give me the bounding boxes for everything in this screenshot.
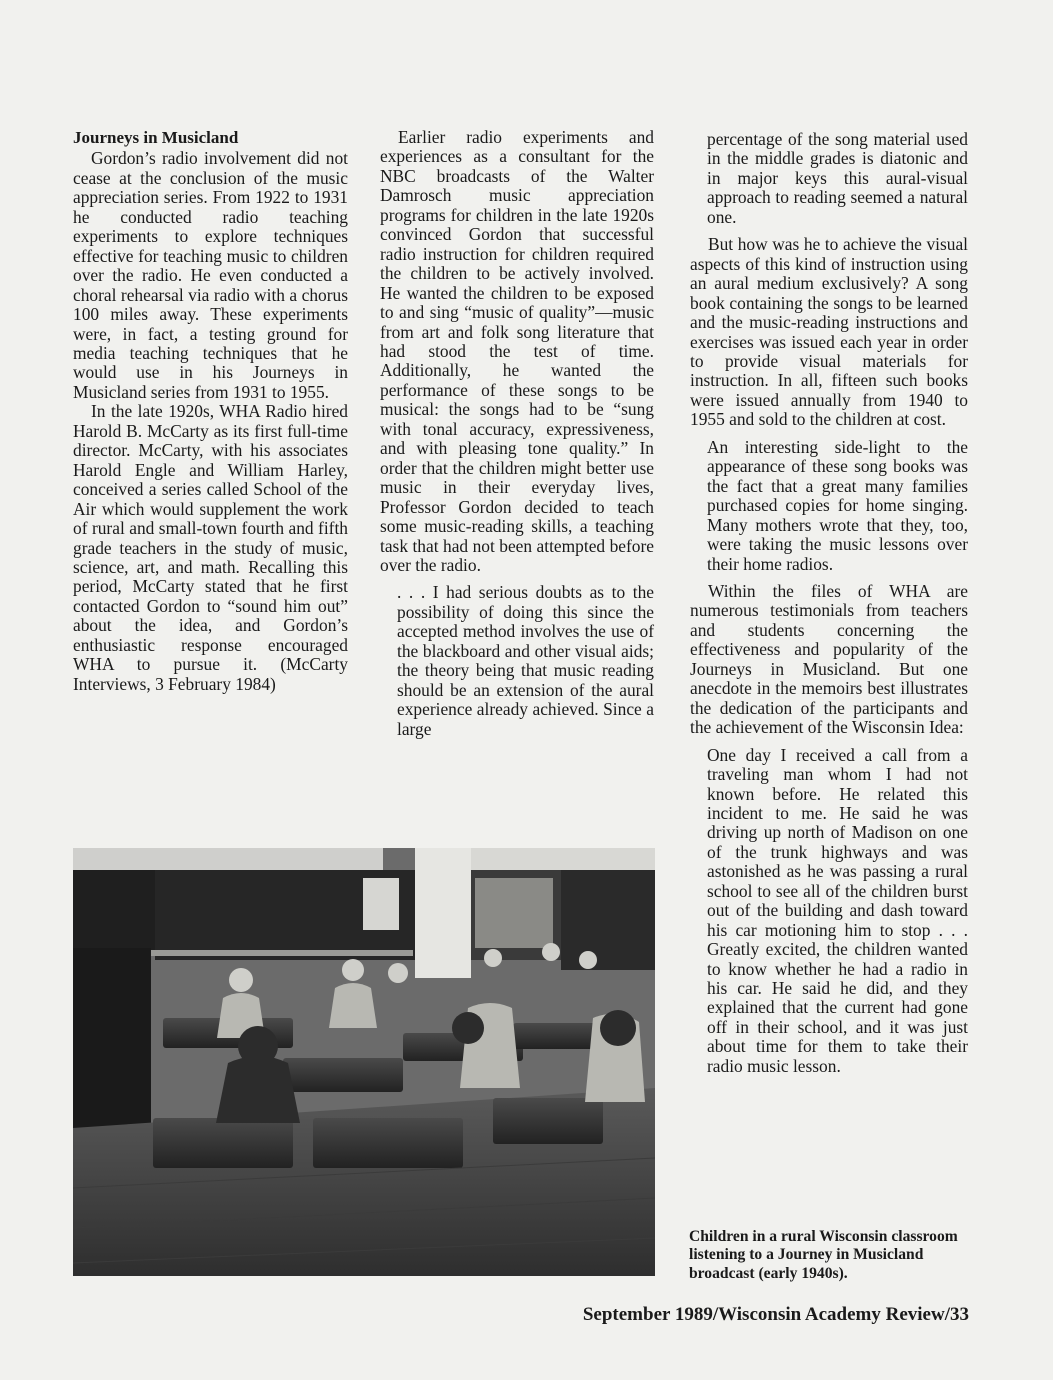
block-quote: [707, 746, 968, 1077]
page-footer: September 1989/Wisconsin Academy Review/33: [582, 1304, 969, 1325]
block-quote: [397, 583, 654, 739]
paragraph: Earlier radio experiments and experiences as a consultant for the NBC broadcasts of the Walter Damrosch music appreciation programs for children in the late 1920s convinced Gordon that successful radio instruction for children required the children to be actively involved. He wanted the children to be exposed to and sing “music of quality”—music from art and folk song literature that had stood the test of time. Additionally, he wanted the performance of these songs to be musical: the songs had to be “sung with tonal accuracy, expressiveness, and with pleasing tone quality.” In order that the children might better use music in their everyday lives, Professor Gordon decided to teach some music-reading skills, a teaching task that had not been attempted before over the radio.: [380, 127, 654, 575]
section-heading: Journeys in Musicland: [73, 128, 239, 147]
text-column-2: [380, 128, 654, 739]
paragraph: Within the files of WHA are numerous testimonials from teachers and students concerning the effectiveness and popularity of the Journeys in Musicland. But one anecdote in the memoirs best illustrates the dedication of the participants and the achievement of the Wisconsin Idea:: [690, 580, 968, 738]
classroom-photo: [73, 848, 655, 1276]
paragraph: Gordon’s radio involvement did not cease at the conclusion of the music appreciation series. From 1922 to 1931 he conducted radio teaching experiments to explore techniques effective for teaching music to children over the radio. He even conducted a choral rehearsal via radio with a chorus 100 miles away. These experiments were, in fact, a testing ground for media teaching techniques that he would use in his Journeys in Musicland series from 1931 to 1955.: [73, 148, 348, 402]
quote-text: percentage of the song material used in the middle grades is diatonic and in major keys this aural-visual approach to reading seemed a natural one.: [707, 129, 968, 227]
text-column-3: [690, 130, 968, 1076]
classroom-photo-illustration: [73, 848, 655, 1276]
quote-text: One day I received a call from a traveling man whom I had not known before. He related this incident to me. He said he was driving up north of Madison on one of the trunk highways and was astonished as he was passing a rural school to see all of the children burst out of the building and dash toward his car motioning him to stop . . . Greatly excited, the children wanted to know whether he had a radio in his car. He said he did, and they explained that the current had gone off in their school, and it was just about time for them to take their radio music lesson.: [707, 744, 968, 1076]
quote-text: An interesting side-light to the appearance of these song books was the fact that a great many families purchased copies for home singing. Many mothers wrote that they, too, were taking the music lessons over their home radios.: [707, 436, 968, 574]
photo-caption: Children in a rural Wisconsin classroom listening to a Journey in Musicland broadcast (early 1940s).: [689, 1228, 958, 1282]
quote-text: . . . I had serious doubts as to the possibility of doing this since the accepted method involves the use of the blackboard and other visual aids; the theory being that music reading should be an extension of the aural experience already achieved. Since a large: [397, 582, 654, 739]
block-quote: [707, 438, 968, 574]
paragraph: In the late 1920s, WHA Radio hired Harold B. McCarty as its first full-time director. McCarty, with his associates Harold Engle and William Harley, conceived a series called School of the Air which would supplement the work of rural and small-town fourth and fifth grade teachers in the study of music, science, art, and math. Recalling this period, McCarty stated that he first contacted Gordon to “sound him out” about the idea, and Gordon’s enthusiastic response encouraged WHA to pursue it. (McCarty Interviews, 3 February 1984): [73, 401, 348, 694]
text-column-1: [73, 128, 348, 694]
block-quote-continued: [707, 130, 968, 227]
paragraph: But how was he to achieve the visual aspects of this kind of instruction using an aural medium exclusively? A song book containing the songs to be learned and the music-reading instructions and exercises was issued each year in order to provide visual materials for instruction. In all, fifteen such books were issued annually from 1940 to 1955 and sold to the children at cost.: [690, 234, 968, 430]
